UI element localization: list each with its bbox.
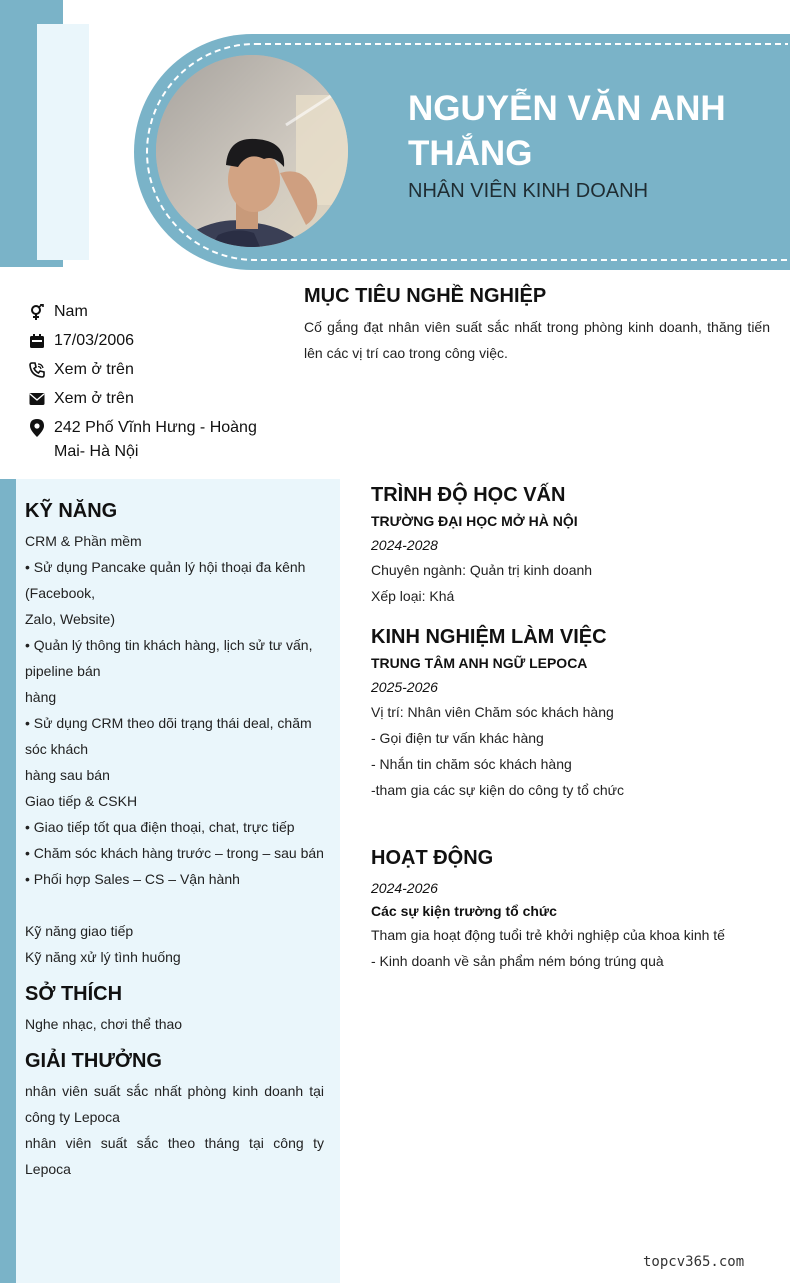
candidate-name: NGUYỄN VĂN ANH THẮNG bbox=[408, 89, 726, 173]
skills-line: hàng sau bán bbox=[25, 767, 110, 783]
skills-line: • Quản lý thông tin khách hàng, lịch sử tư vấn, pipeline bán bbox=[25, 637, 313, 679]
left-column-content bbox=[25, 497, 324, 1182]
contact-phone bbox=[28, 358, 278, 382]
activities-period: 2024-2026 bbox=[371, 880, 438, 896]
experience-title: KINH NGHIỆM LÀM VIỆC bbox=[371, 626, 607, 648]
education-period: 2024-2028 bbox=[371, 537, 438, 553]
hobbies-title: SỞ THÍCH bbox=[25, 983, 123, 1005]
contact-phone-text: Xem ở trên bbox=[54, 361, 134, 378]
contact-birthday bbox=[28, 329, 278, 353]
skills-line: • Giao tiếp tốt qua điện thoại, chat, trực tiếp bbox=[25, 819, 295, 835]
experience-line: - Nhắn tin chăm sóc khách hàng bbox=[371, 756, 572, 772]
skills-line: Zalo, Website) bbox=[25, 611, 115, 627]
skills-line: Kỹ năng giao tiếp bbox=[25, 923, 134, 939]
awards-title: GIẢI THƯỞNG bbox=[25, 1050, 162, 1072]
watermark: topcv365.com bbox=[643, 1254, 745, 1270]
gender-icon bbox=[28, 300, 46, 324]
contact-info bbox=[28, 300, 278, 469]
award-item: nhân viên suất sắc nhất phòng kinh doanh tại công ty Lepoca bbox=[25, 1083, 324, 1125]
skills-title: KỸ NĂNG bbox=[25, 500, 118, 522]
contact-gender bbox=[28, 300, 278, 324]
skills-blank-line bbox=[25, 892, 324, 918]
experience-line: Vị trí: Nhân viên Chăm sóc khách hàng bbox=[371, 704, 614, 720]
experience-section bbox=[371, 623, 771, 803]
experience-company: TRUNG TÂM ANH NGỮ LEPOCA bbox=[371, 655, 588, 671]
avatar-photo bbox=[156, 55, 348, 247]
activities-title: HOẠT ĐỘNG bbox=[371, 847, 494, 869]
calendar-icon bbox=[28, 329, 46, 353]
education-title: TRÌNH ĐỘ HỌC VẤN bbox=[371, 484, 566, 506]
email-icon bbox=[28, 387, 46, 411]
experience-line: - Gọi điện tư vấn khác hàng bbox=[371, 730, 544, 746]
contact-address bbox=[28, 416, 278, 464]
phone-icon bbox=[28, 358, 46, 382]
education-school: TRƯỜNG ĐẠI HỌC MỞ HÀ NỘI bbox=[371, 513, 578, 529]
career-objective-text: Cố gắng đạt nhân viên suất sắc nhất trong phòng kinh doanh, thăng tiến lên các vị trí cao trong công việc. bbox=[304, 319, 770, 361]
award-item: nhân viên suất sắc theo tháng tại công ty Lepoca bbox=[25, 1135, 324, 1177]
candidate-job-title: NHÂN VIÊN KINH DOANH bbox=[408, 180, 649, 202]
skills-line: • Sử dụng CRM theo dõi trạng thái deal, chăm sóc khách bbox=[25, 715, 312, 757]
career-objective-title: MỤC TIÊU NGHỀ NGHIỆP bbox=[304, 285, 547, 307]
hobbies-text: Nghe nhạc, chơi thể thao bbox=[25, 1016, 183, 1032]
contact-address-text: 242 Phố Vĩnh Hưng - Hoàng Mai- Hà Nội bbox=[54, 419, 257, 460]
experience-period: 2025-2026 bbox=[371, 679, 438, 695]
education-line: Xếp loại: Khá bbox=[371, 588, 455, 604]
activities-line: - Kinh doanh về sản phẩm ném bóng trúng quà bbox=[371, 953, 664, 969]
experience-line: -tham gia các sự kiện do công ty tổ chức bbox=[371, 782, 624, 798]
contact-birthday-text: 17/03/2006 bbox=[54, 332, 135, 349]
contact-email bbox=[28, 387, 278, 411]
awards-section bbox=[25, 1047, 324, 1182]
skills-section bbox=[25, 497, 324, 970]
hobbies-section bbox=[25, 980, 324, 1037]
left-column-stripe bbox=[0, 479, 16, 1283]
skills-line: • Phối hợp Sales – CS – Vận hành bbox=[25, 871, 240, 887]
activities-org: Các sự kiện trường tổ chức bbox=[371, 903, 557, 919]
skills-line: • Chăm sóc khách hàng trước – trong – sau bán bbox=[25, 845, 324, 861]
contact-gender-text: Nam bbox=[54, 303, 88, 320]
skills-line: Giao tiếp & CSKH bbox=[25, 793, 138, 809]
location-icon bbox=[28, 416, 46, 440]
activities-section bbox=[371, 844, 771, 974]
header-left-panel bbox=[37, 24, 89, 260]
skills-line: CRM & Phần mềm bbox=[25, 533, 142, 549]
skills-line: hàng bbox=[25, 689, 57, 705]
education-line: Chuyên ngành: Quản trị kinh doanh bbox=[371, 562, 593, 578]
career-objective-section bbox=[304, 282, 770, 366]
skills-line: • Sử dụng Pancake quản lý hội thoại đa kênh (Facebook, bbox=[25, 559, 306, 601]
avatar bbox=[156, 55, 348, 247]
contact-email-text: Xem ở trên bbox=[54, 390, 134, 407]
skills-line: Kỹ năng xử lý tình huống bbox=[25, 949, 181, 965]
education-section bbox=[371, 479, 771, 609]
activities-line: Tham gia hoạt động tuổi trẻ khởi nghiệp của khoa kinh tế bbox=[371, 927, 725, 943]
right-column-content bbox=[371, 479, 771, 974]
